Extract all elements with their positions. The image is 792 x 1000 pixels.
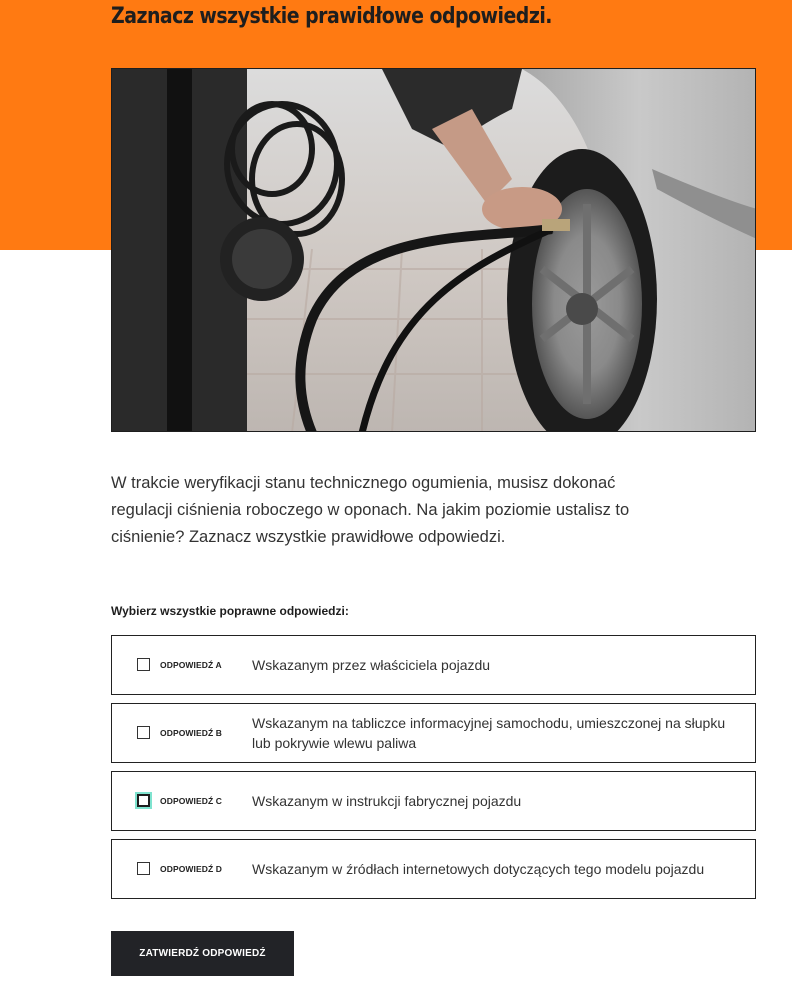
answer-text-a: Wskazanym przez właściciela pojazdu: [252, 657, 491, 673]
answer-option-d[interactable]: [111, 839, 756, 899]
answer-checkbox-b[interactable]: [137, 726, 150, 739]
answer-option-b[interactable]: [111, 703, 756, 763]
answer-key-b: ODPOWIEDŹ B: [160, 728, 223, 738]
answer-text-b: Wskazanym na tabliczce informacyjnej samochodu, umieszczonej na słupku lub pokrywie wlewu paliwa: [252, 715, 726, 751]
answer-text-d: Wskazanym w źródłach internetowych dotyczących tego modelu pojazdu: [252, 861, 705, 877]
answer-checkbox-a[interactable]: [137, 658, 150, 671]
answers-instruction: Wybierz wszystkie poprawne odpowiedzi:: [111, 604, 349, 618]
answer-option-c[interactable]: [111, 771, 756, 831]
answers-list: [111, 635, 756, 907]
page-title: Zaznacz wszystkie prawidłowe odpowiedzi.: [111, 4, 552, 29]
answer-checkbox-c[interactable]: [137, 794, 150, 807]
answer-option-a[interactable]: [111, 635, 756, 695]
answer-key-d: ODPOWIEDŹ D: [160, 864, 223, 874]
answer-key-a: ODPOWIEDŹ A: [160, 660, 222, 670]
answer-key-c: ODPOWIEDŹ C: [160, 796, 223, 806]
answer-checkbox-d[interactable]: [137, 862, 150, 875]
answer-text-c: Wskazanym w instrukcji fabrycznej pojazdu: [252, 793, 522, 809]
question-text: W trakcie weryfikacji stanu technicznego ogumienia, musisz dokonać regulacji ciśnienia roboczego w oponach. Na jakim poziomie ustalisz to ciśnienie? Zaznacz wszystkie prawidłowe odpowiedzi.: [111, 474, 630, 546]
question-photo: [111, 68, 756, 432]
submit-answer-button[interactable]: ZATWIERDŹ ODPOWIEDŹ: [111, 931, 294, 976]
